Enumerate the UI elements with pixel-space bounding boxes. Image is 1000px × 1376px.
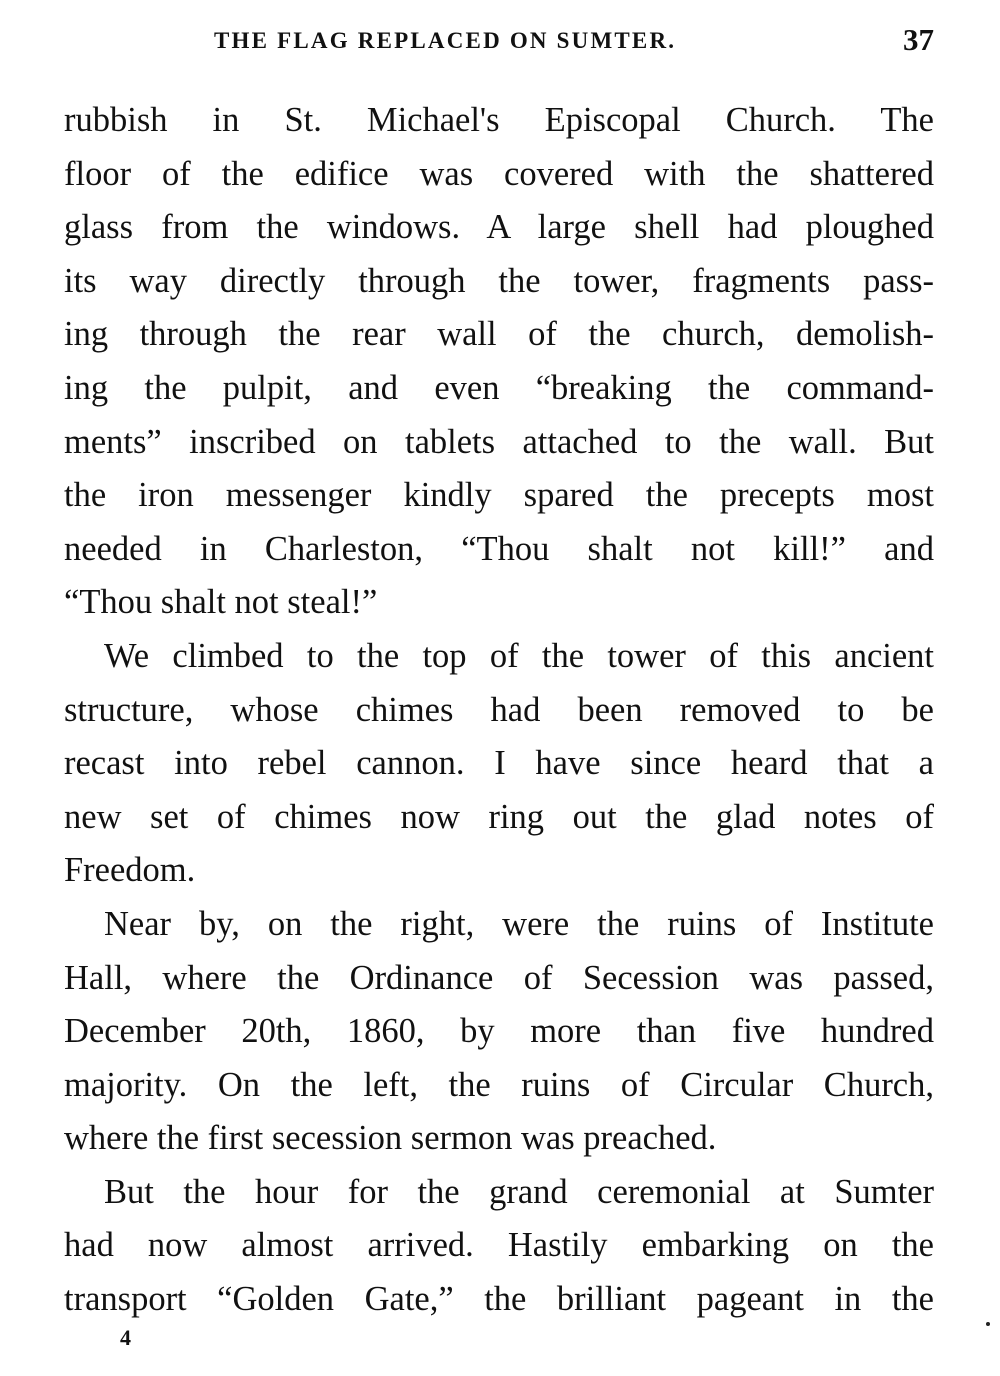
text-line: ing the pulpit, and even “breaking the command- <box>64 368 934 407</box>
text-line: But the hour for the grand ceremonial at Sumter <box>104 1172 934 1211</box>
text-line: Freedom. <box>64 851 196 890</box>
text-line: new set of chimes now ring out the glad notes of <box>64 797 934 836</box>
text-line: had now almost arrived. Hastily embarking on the <box>64 1226 934 1265</box>
text-line: its way directly through the tower, fragments pass- <box>64 261 934 300</box>
text-line: where the first secession sermon was preached. <box>64 1119 717 1158</box>
body-text <box>64 94 934 1327</box>
running-title: THE FLAG REPLACED ON SUMTER. <box>214 28 677 53</box>
text-line: the iron messenger kindly spared the precepts most <box>64 476 934 515</box>
text-line: ments” inscribed on tablets attached to the wall. But <box>64 422 934 461</box>
text-line: Near by, on the right, were the ruins of Institute <box>104 904 934 943</box>
text-line: majority. On the left, the ruins of Circular Church, <box>64 1065 934 1104</box>
text-line: floor of the edifice was covered with the shattered <box>64 154 934 193</box>
text-line: transport “Golden Gate,” the brilliant pageant in the <box>64 1280 934 1319</box>
text-line: glass from the windows. A large shell had ploughed <box>64 208 934 247</box>
text-line: December 20th, 1860, by more than five hundred <box>64 1012 934 1051</box>
text-line: Hall, where the Ordinance of Secession was passed, <box>64 958 934 997</box>
text-line: structure, whose chimes had been removed to be <box>64 690 934 729</box>
signature-mark: 4 <box>120 1325 131 1350</box>
page-number: 37 <box>903 22 934 57</box>
text-line: needed in Charleston, “Thou shalt not kill!” and <box>64 529 934 568</box>
text-line: We climbed to the top of the tower of this ancient <box>104 636 934 675</box>
ink-speck <box>986 1322 990 1326</box>
running-head <box>64 22 934 62</box>
text-line: rubbish in St. Michael's Episcopal Church. The <box>64 101 934 139</box>
text-line: “Thou shalt not steal!” <box>64 583 378 622</box>
text-line: ing through the rear wall of the church, demolish- <box>64 315 934 354</box>
text-line: recast into rebel cannon. I have since heard that a <box>64 744 934 783</box>
